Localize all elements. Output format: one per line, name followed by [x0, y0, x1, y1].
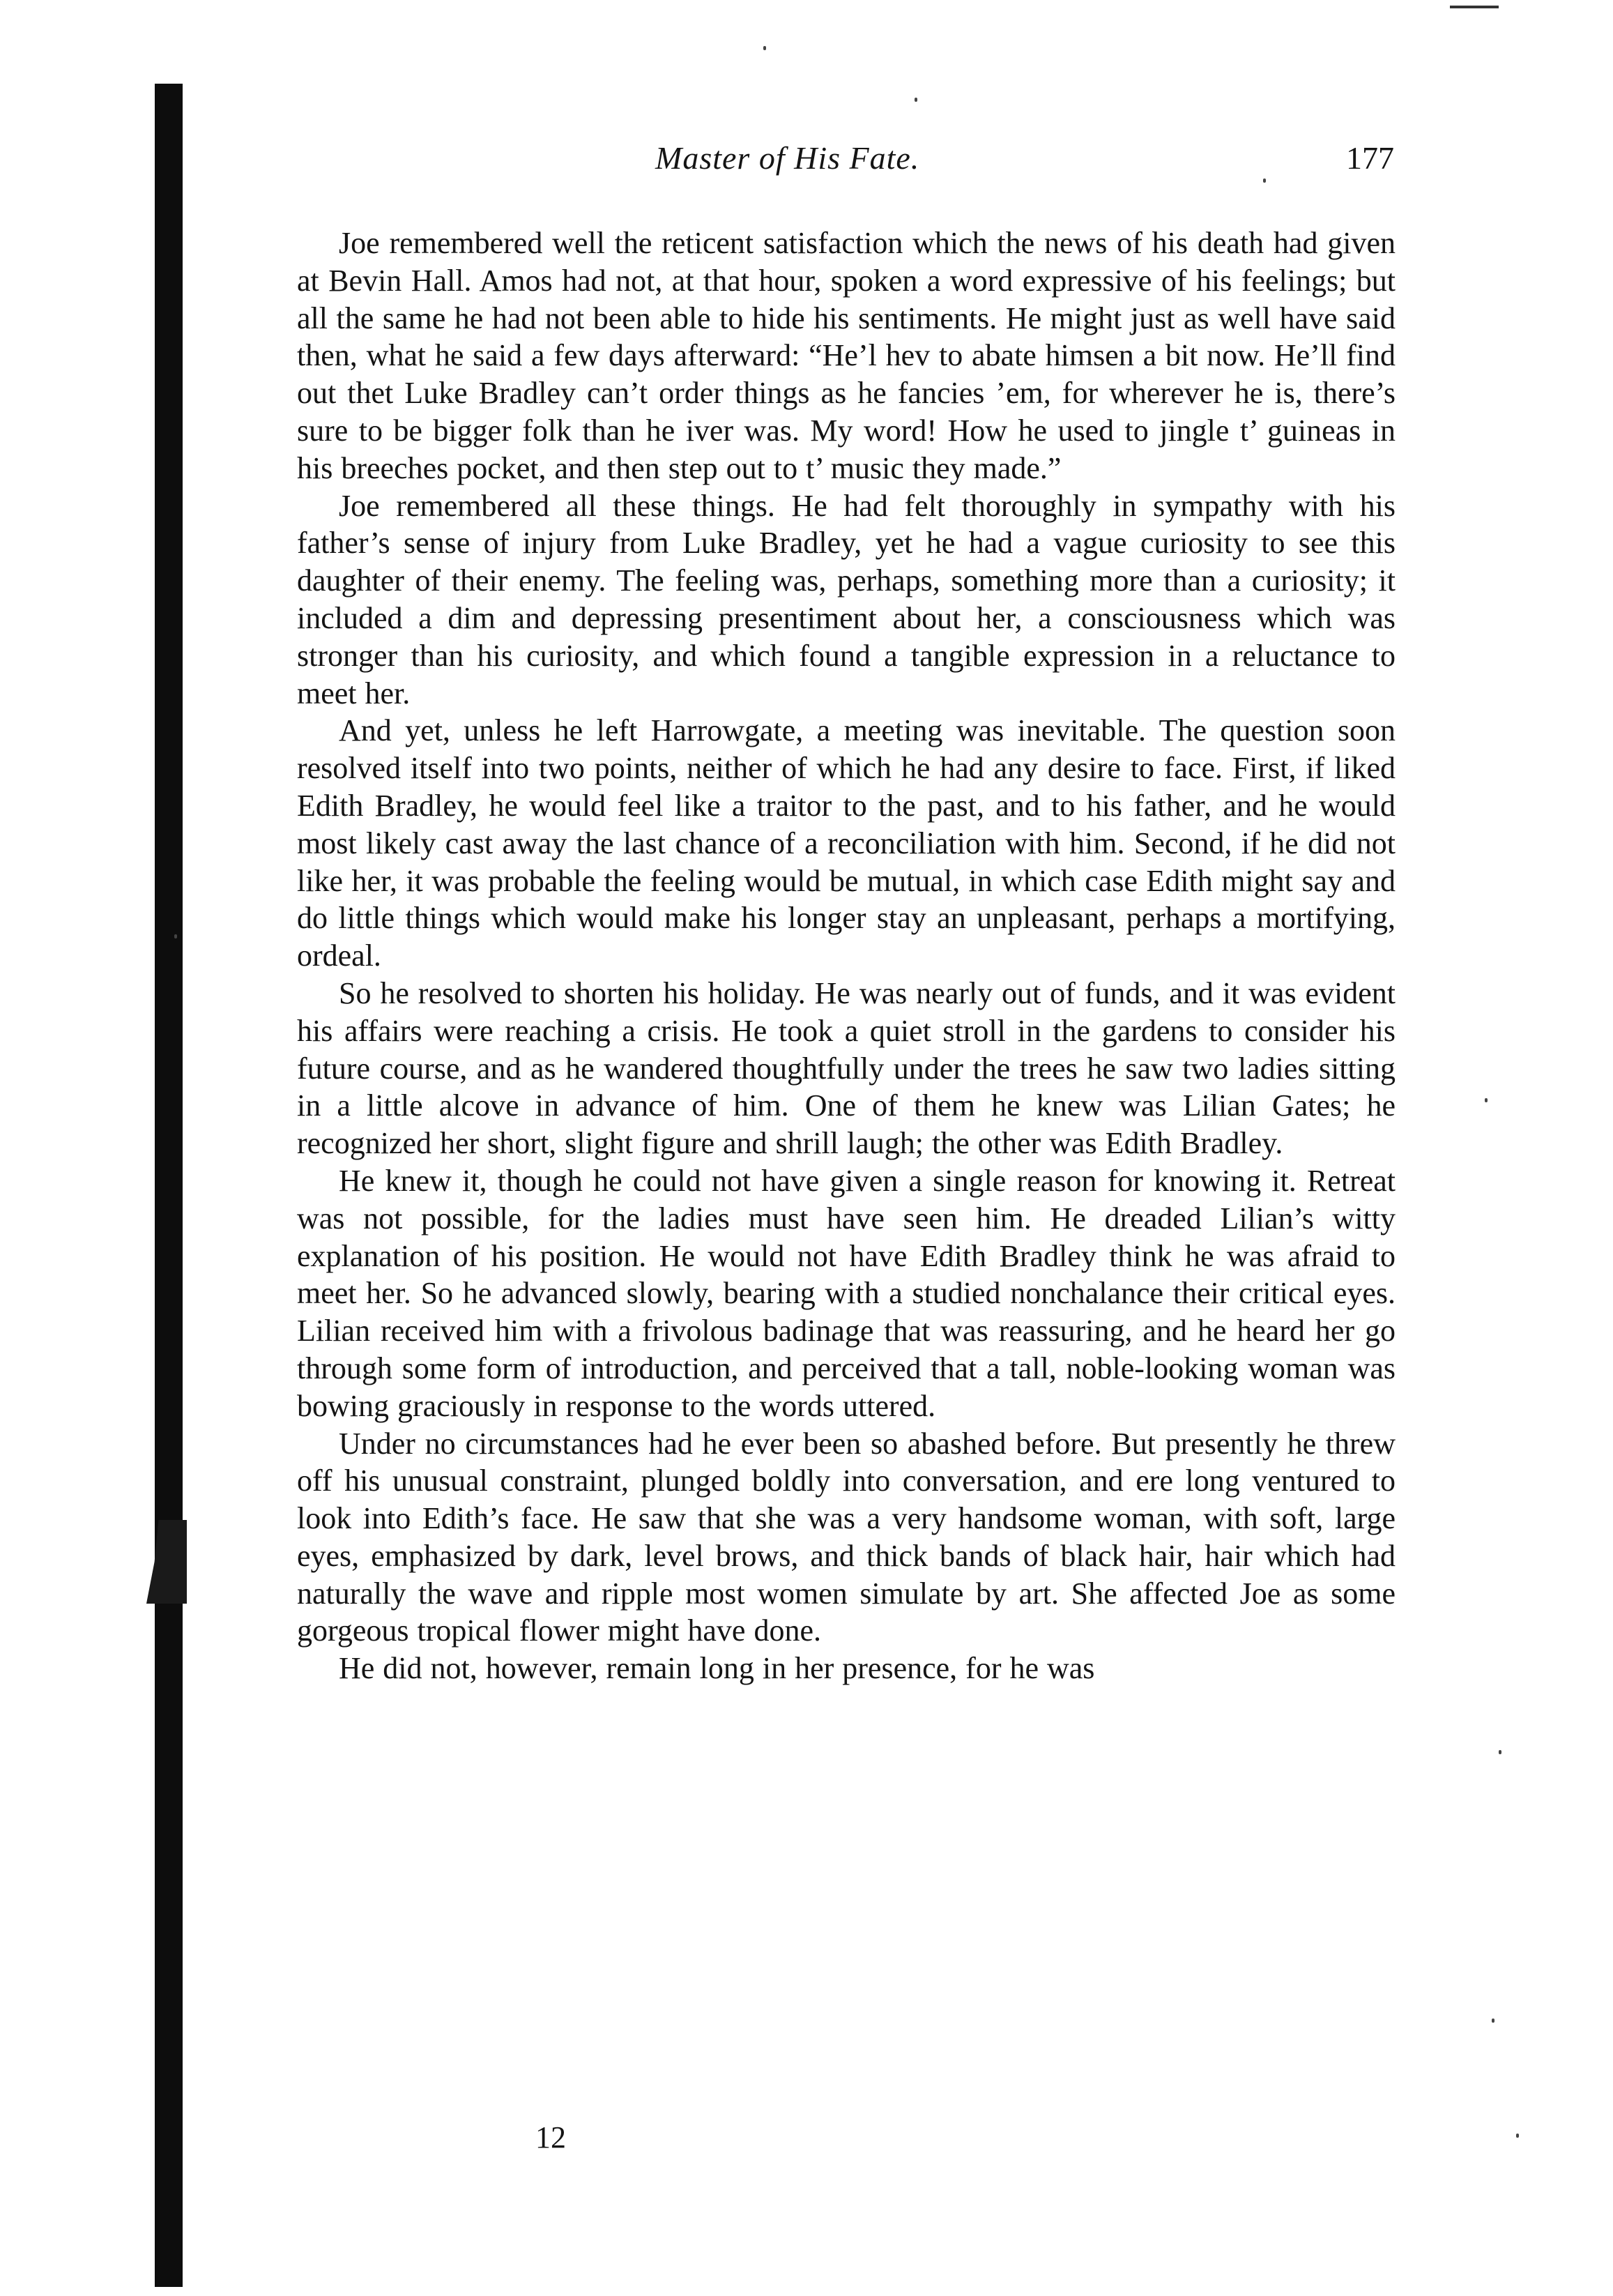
binding-tear	[146, 1520, 187, 1604]
scan-speck	[1492, 2018, 1494, 2023]
paragraph: Under no circumstances had he ever been so abashed before. But presently he threw off his unusual constraint, plunged boldly into conversation, and ere long ventured to look into Edith’s face. He saw that she was a very handsome woman, with soft, large eyes, emphasized by dark, level brows, and thick bands of black hair, hair which had naturally the wave and ripple most women simulate by art. She affected Joe as some gorgeous tropical flower might have done.	[297, 1426, 1396, 1648]
scan-speck	[1485, 1098, 1488, 1102]
signature-mark: 12	[535, 2120, 566, 2154]
scan-speck	[1499, 1750, 1501, 1754]
scan-speck	[1516, 2134, 1519, 2138]
paragraph: Joe remembered all these things. He had felt thoroughly in sympathy with his father’s sense of injury from Luke Bradley, yet he had a vague curiosity to see this daughter of their enemy. The feeling was, perhaps, something more than a curiosity; it included a dim and depressing presentiment about her, a consciousness which was stronger than his curiosity, and which found a tangible expression in a reluctance to meet her.	[297, 488, 1396, 710]
paragraph: So he resolved to shorten his holiday. He was nearly out of funds, and it was evident his affairs were reaching a crisis. He took a quiet stroll in the gardens to consider his future course, and as he wandered thoughtfully under the trees he saw two ladies sitting in a little alcove in advance of him. One of them he knew was Lilian Gates; he recognized her short, slight figure and shrill laugh; the other was Edith Bradley.	[297, 975, 1396, 1161]
running-head	[293, 139, 1394, 188]
body-text	[297, 225, 1396, 1687]
binding-shadow	[155, 84, 183, 2287]
paragraph: He did not, however, remain long in her presence, for he was	[339, 1651, 1095, 1686]
scan-speck	[763, 46, 766, 50]
scan-speck	[915, 98, 917, 102]
paragraph: And yet, unless he left Harrowgate, a meeting was inevitable. The question soon resolved itself into two points, neither of which he had any desire to face. First, if liked Edith Bradley, he would feel like a traitor to the past, and to his father, and he would most likely cast away the last chance of a reconciliation with him. Second, if he did not like her, it was probable the feeling would be mutual, in which case Edith might say and do little things which would make his longer stay an unpleasant, perhaps a mortifying, ordeal.	[297, 713, 1396, 973]
paragraph: He knew it, though he could not have given a single reason for knowing it. Retreat was not possible, for the ladies must have seen him. He dreaded Lilian’s witty explanation of his position. He would not have Edith Bradley think he was afraid to meet her. So he advanced slowly, bearing with a studied nonchalance their critical eyes. Lilian received him with a frivolous badinage that was reassuring, and he heard her go through some form of introduction, and perceived that a tall, noble-looking woman was bowing graciously in response to the words uttered.	[297, 1163, 1396, 1423]
running-title: Master of His Fate.	[655, 140, 920, 176]
paragraph: Joe remembered well the reticent satisfaction which the news of his death had given at Bevin Hall. Amos had not, at that hour, spoken a word expressive of his feelings; but all the same he had not been able to hide his sentiments. He might just as well have said then, what he said a few days afterward: “He’l hev to abate himsen a bit now. He’ll find out thet Luke Bradley can’t order things as he fancies ’em, for wherever he is, there’s sure to be bigger folk than he iver was. My word! How he used to jingle t’ guineas in his breeches pocket, and then step out to t’ music they made.”	[297, 226, 1396, 485]
scan-speck	[174, 934, 177, 938]
page-number: 177	[1346, 140, 1394, 176]
scan-corner-mark	[1450, 6, 1499, 8]
